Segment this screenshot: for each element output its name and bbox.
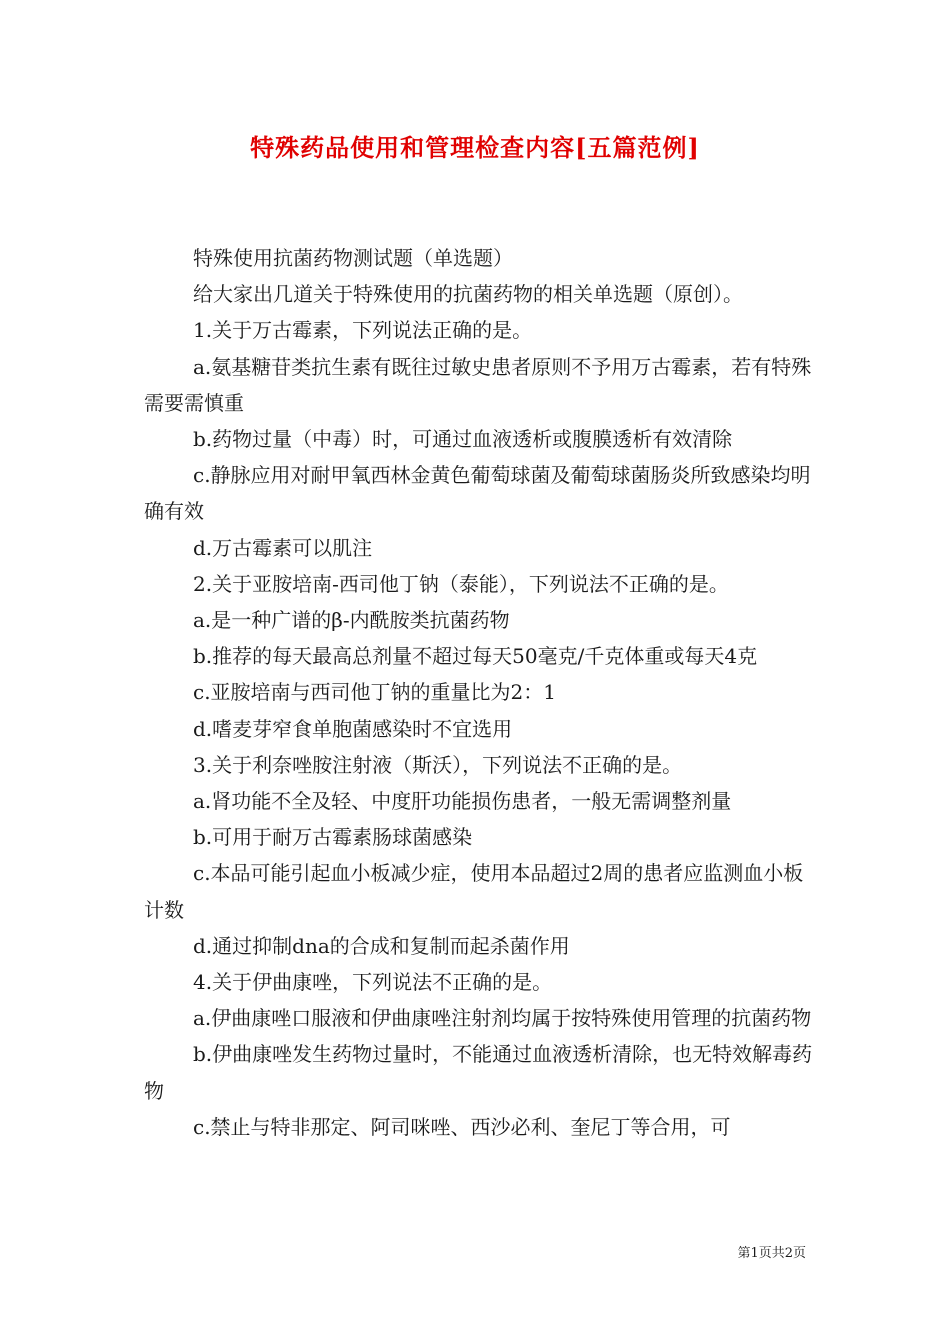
paragraph: b.可用于耐万古霉素肠球菌感染 (193, 825, 473, 850)
document-body (144, 240, 814, 1145)
paragraph: c.禁止与特非那定、阿司咪唑、西沙必利、奎尼丁等合用，可 (193, 1114, 731, 1139)
paragraph: c.静脉应用对耐甲氧西林金黄色葡萄球菌及葡萄球菌肠炎所致感染均明确有效 (144, 463, 811, 524)
page-number: 第1页共2页 (737, 1246, 806, 1261)
paragraph: b.伊曲康唑发生药物过量时，不能通过血液透析清除，也无特效解毒药物 (144, 1042, 813, 1103)
paragraph: d.嗜麦芽窄食单胞菌感染时不宜选用 (193, 716, 513, 741)
paragraph: d.万古霉素可以肌注 (193, 535, 373, 560)
paragraph: c.本品可能引起血小板减少症，使用本品超过2周的患者应监测血小板计数 (144, 861, 804, 922)
document-title: 特殊药品使用和管理检查内容[五篇范例] (250, 133, 700, 162)
paragraph: 3.关于利奈唑胺注射液（斯沃），下列说法不正确的是。 (193, 752, 683, 777)
paragraph: a.氨基糖苷类抗生素有既往过敏史患者原则不予用万古霉素，若有特殊需要需慎重 (144, 354, 812, 415)
paragraph: 特殊使用抗菌药物测试题（单选题） (193, 246, 513, 270)
paragraph: a.伊曲康唑口服液和伊曲康唑注射剂均属于按特殊使用管理的抗菌药物 (193, 1006, 812, 1031)
paragraph: 4.关于伊曲康唑，下列说法不正确的是。 (193, 970, 553, 995)
paragraph: 2.关于亚胺培南-西司他丁钠（泰能），下列说法不正确的是。 (193, 571, 729, 596)
paragraph: 1.关于万古霉素，下列说法正确的是。 (193, 318, 533, 343)
paragraph: a.是一种广谱的β-内酰胺类抗菌药物 (193, 608, 510, 633)
paragraph: d.通过抑制dna的合成和复制而起杀菌作用 (193, 933, 570, 958)
paragraph: 给大家出几道关于特殊使用的抗菌药物的相关单选题（原创）。 (193, 282, 743, 307)
paragraph: c.亚胺培南与西司他丁钠的重量比为2：1 (193, 680, 557, 705)
paragraph: b.推荐的每天最高总剂量不超过每天50毫克/千克体重或每天4克 (193, 644, 758, 669)
paragraph: b.药物过量（中毒）时，可通过血液透析或腹膜透析有效清除 (193, 427, 733, 452)
paragraph: a.肾功能不全及轻、中度肝功能损伤患者，一般无需调整剂量 (193, 789, 732, 814)
